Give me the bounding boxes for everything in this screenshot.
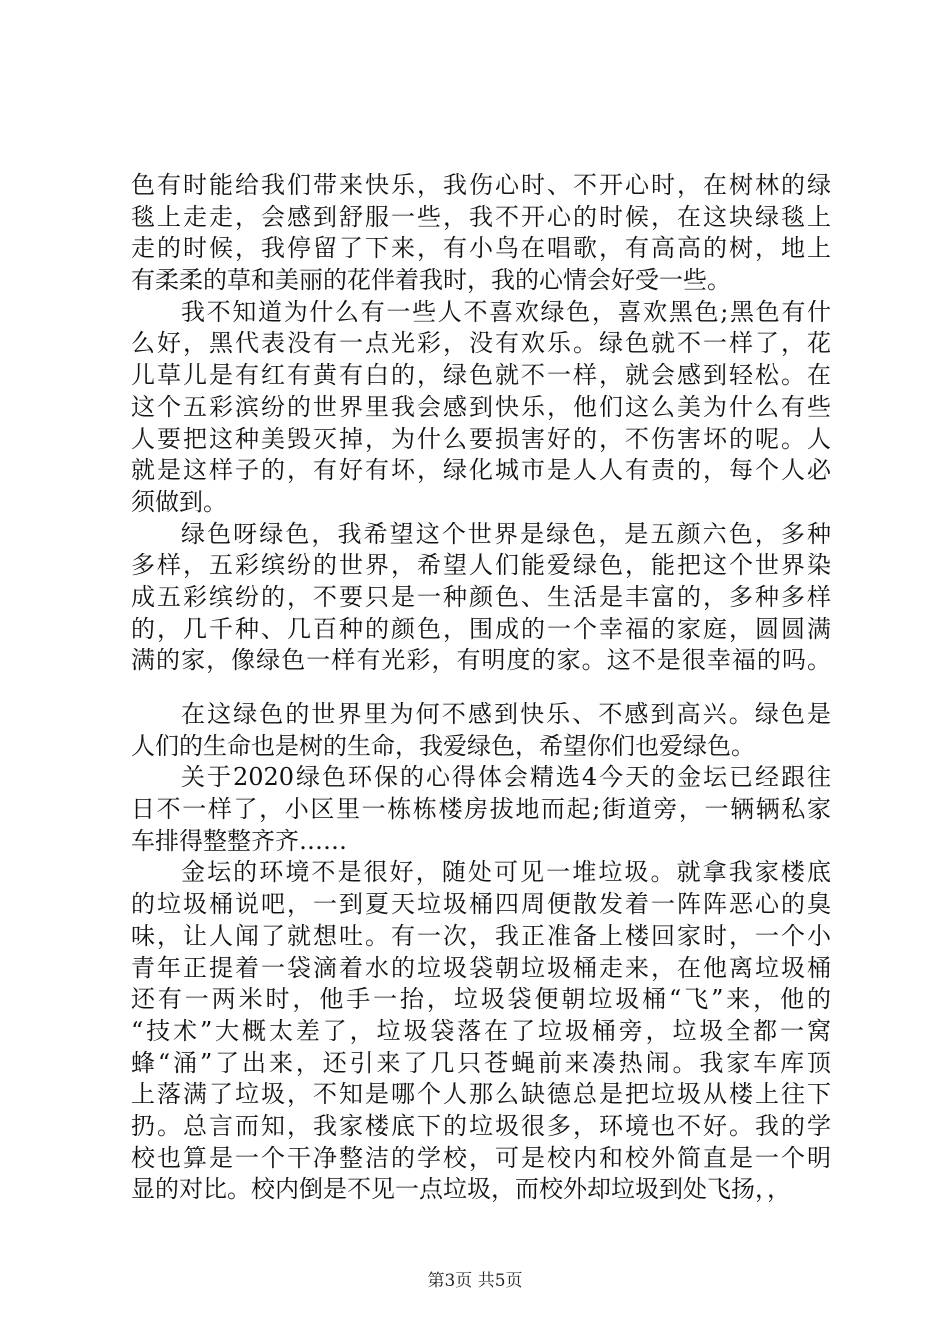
text-line: 有柔柔的草和美丽的花伴着我时，我的心情会好受一些。 [131, 266, 731, 295]
text-line: 的，几千种、几百种的颜色，围成的一个幸福的家庭，圆圆满 [131, 614, 831, 643]
text-line: 味，让人闻了就想吐。有一次，我正准备上楼回家时，一个小 [131, 921, 831, 950]
paragraph [131, 699, 831, 762]
text-line: 就是这样子的，有好有坏，绿化城市是人人有责的，每个人必 [131, 456, 831, 485]
text-line: 毯上走走，会感到舒服一些，我不开心的时候，在这块绿毯上 [131, 202, 831, 231]
text-line: 满的家，像绿色一样有光彩，有明度的家。这不是很幸福的吗。 [131, 646, 831, 675]
text-line: “技术”大概太差了，垃圾袋落在了垃圾桶旁，垃圾全都一窝 [131, 1016, 831, 1045]
text-line: 须做到。 [131, 487, 227, 516]
text-line: 么好，黑代表没有一点光彩，没有欢乐。绿色就不一样了，花 [131, 329, 831, 358]
text-line: 校也算是一个干净整洁的学校，可是校内和校外简直是一个明 [131, 1143, 831, 1172]
text-line: 人要把这种美毁灭掉，为什么要损害好的，不伤害坏的呢。人 [131, 424, 831, 453]
text-line: 儿草儿是有红有黄有白的，绿色就不一样，就会感到轻松。在 [131, 361, 831, 390]
text-line: 日不一样了，小区里一栋栋楼房拔地而起;街道旁，一辆辆私家 [131, 795, 831, 824]
text-line: 关于2020绿色环保的心得体会精选4今天的金坛已经跟往 [181, 763, 831, 792]
text-line: 车排得整整齐齐…… [131, 826, 347, 855]
text-line: 色有时能给我们带来快乐，我伤心时、不开心时，在树林的绿 [131, 171, 831, 199]
paragraph [131, 762, 831, 857]
text-line: 蜂“涌”了出来，还引来了几只苍蝇前来凑热闹。我家车库顶 [131, 1048, 831, 1077]
text-line: 多样，五彩缤纷的世界，希望人们能爱绿色，能把这个世界染 [131, 551, 831, 580]
text-line: 显的对比。校内倒是不见一点垃圾，而校外却垃圾到处飞扬，， [131, 1175, 791, 1204]
text-line: 人们的生命也是树的生命，我爱绿色，希望你们也爱绿色。 [131, 731, 755, 760]
document-body [131, 170, 831, 1206]
paragraph [131, 170, 831, 297]
paragraph [131, 519, 831, 677]
text-line: 上落满了垃圾，不知是哪个人那么缺德总是把垃圾从楼上往下 [131, 1080, 831, 1109]
text-line: 我不知道为什么有一些人不喜欢绿色，喜欢黑色;黑色有什 [181, 297, 831, 326]
text-line: 金坛的环境不是很好，随处可见一堆垃圾。就拿我家楼底 [181, 858, 831, 887]
text-line: 扔。总言而知，我家楼底下的垃圾很多，环境也不好。我的学 [131, 1111, 831, 1140]
text-line: 还有一两米时，他手一抬，垃圾袋便朝垃圾桶“飞”来，他的 [131, 985, 831, 1014]
text-line: 的垃圾桶说吧，一到夏天垃圾桶四周便散发着一阵阵恶心的臭 [131, 890, 831, 919]
text-line: 成五彩缤纷的，不要只是一种颜色、生活是丰富的，多种多样 [131, 582, 831, 611]
text-line: 在这绿色的世界里为何不感到快乐、不感到高兴。绿色是 [181, 700, 831, 728]
text-line: 青年正提着一袋滴着水的垃圾袋朝垃圾桶走来，在他离垃圾桶 [131, 953, 831, 982]
text-line: 这个五彩滨纷的世界里我会感到快乐，他们这么美为什么有些 [131, 392, 831, 421]
paragraph [131, 297, 831, 519]
text-line: 绿色呀绿色，我希望这个世界是绿色，是五颜六色，多种 [181, 519, 831, 548]
paragraph [131, 857, 831, 1206]
text-line: 走的时候，我停留了下来，有小鸟在唱歌，有高高的树，地上 [131, 234, 831, 263]
page-number: 第3页 共5页 [427, 1271, 523, 1291]
blank-line [131, 677, 831, 699]
